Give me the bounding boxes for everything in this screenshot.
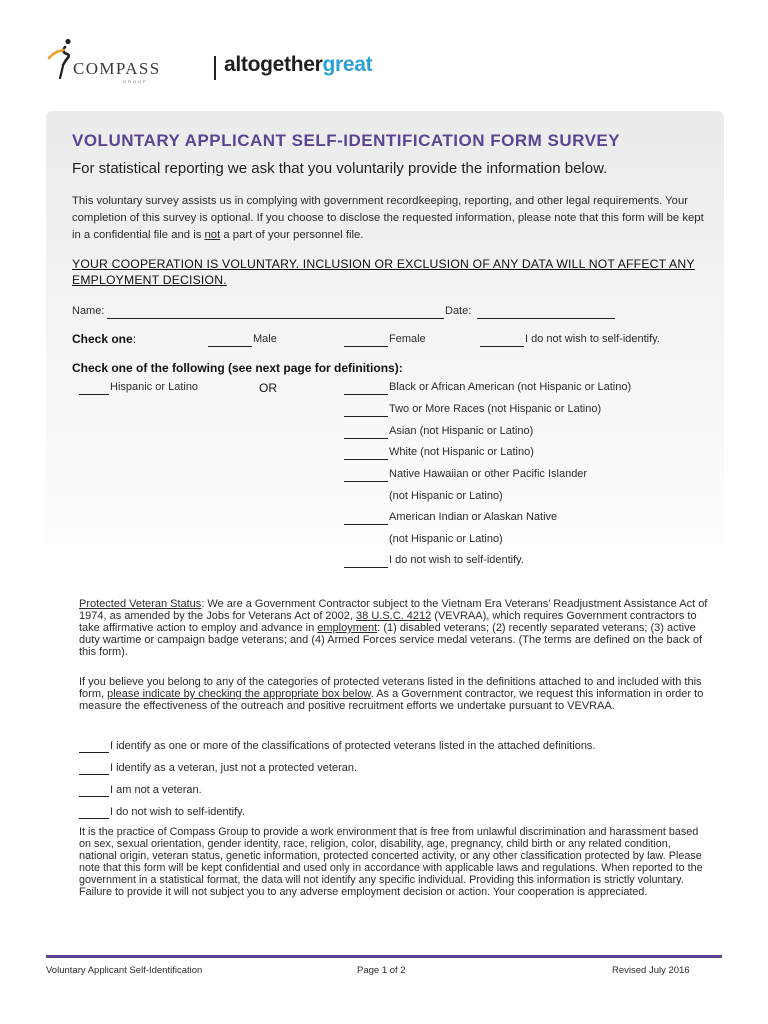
race-option-asian: Asian (not Hispanic or Latino): [389, 425, 534, 437]
check-one-text: Check one: [72, 332, 133, 346]
intro-text-b: a part of your personnel file.: [220, 229, 364, 241]
logo-brand-text: COMPASS: [73, 59, 161, 78]
veteran-blank-not-veteran[interactable]: [79, 796, 109, 797]
veteran-p2-a: If you believe you belong to any of the categories of protected veterans listed in the definitions attached to and included with this form,: [79, 676, 702, 700]
veteran-p2-b: . As a Government contractor, we request this information in order to measure the effectiveness of the outreach and positive recruitment efforts we undertake pursuant to VEVRAA.: [79, 688, 704, 712]
gender-option-decline: I do not wish to self-identify.: [525, 333, 660, 345]
race-option-two-or-more: Two or More Races (not Hispanic or Latino): [389, 403, 602, 415]
veteran-p1-a: : We are a Government Contractor subject to the Vietnam Era Veterans’ Readjustment Assistance Act of 1974, as amended by the Jobs for Veterans Act of 2002,: [79, 598, 708, 622]
intro-not: not: [204, 229, 221, 241]
veteran-paragraph-2: [79, 676, 709, 712]
logo-group-text: GROUP: [123, 79, 148, 84]
logo-tagline: [224, 53, 372, 77]
logo-divider: [214, 56, 216, 80]
gender-decline-blank[interactable]: [480, 346, 524, 347]
veteran-option-decline: I do not wish to self-identify.: [110, 806, 245, 818]
check-one-label: [72, 332, 136, 346]
veteran-p1-b: (VEVRAA), which requires Government contractors to take affirmative action to employ and advance in: [79, 610, 697, 634]
or-label: OR: [259, 381, 277, 395]
race-option-white: White (not Hispanic or Latino): [389, 446, 534, 458]
veteran-paragraph-1: [79, 598, 709, 658]
race-option-american-indian: American Indian or Alaskan Native: [389, 511, 558, 523]
compass-logo: [47, 38, 373, 88]
veteran-option-protected: I identify as one or more of the classifications of protected veterans listed in the attached definitions.: [110, 740, 596, 752]
race-blank-asian[interactable]: [344, 438, 388, 439]
race-option-hawaiian: Native Hawaiian or other Pacific Islander: [389, 468, 588, 480]
veteran-p1-c: : (1) disabled veterans; (2) recently separated veterans; (3) active duty wartime or campaign badge veterans; and (4) Armed Forces service medal veterans. (The terms are defined on the back of this form).: [79, 622, 703, 658]
veteran-option-not-protected: I identify as a veteran, just not a protected veteran.: [110, 762, 358, 774]
race-blank-american-indian[interactable]: [344, 524, 388, 525]
form-title: VOLUNTARY APPLICANT SELF-IDENTIFICATION FORM SURVEY: [72, 131, 621, 150]
male-blank[interactable]: [208, 346, 252, 347]
intro-text-a: This voluntary survey assists us in complying with government recordkeeping, reporting, and other legal requirements. Your completion of this survey is optional. If you choose to disclose the requested information, please note that this form will be kept in a confidential file and is: [72, 195, 704, 241]
footer-revision-date: Revised July 2016: [612, 965, 690, 976]
compass-figure-icon: [47, 38, 75, 84]
voluntary-notice: YOUR COOPERATION IS VOLUNTARY. INCLUSION OR EXCLUSION OF ANY DATA WILL NOT AFFECT ANY EMPLOYMENT DECISION.: [72, 257, 695, 287]
protected-veteran-status-label: Protected Veteran Status: [79, 598, 202, 610]
gender-option-male: Male: [253, 333, 277, 345]
date-label: Date:: [445, 305, 472, 317]
race-option-black: Black or African American (not Hispanic or Latino): [389, 381, 632, 393]
footer-page-number: Page 1 of 2: [357, 965, 406, 976]
gender-option-female: Female: [389, 333, 426, 345]
veteran-option-not-veteran: I am not a veteran.: [110, 784, 202, 796]
veteran-p2-instruction: please indicate by checking the appropriate box below: [107, 688, 371, 700]
race-blank-two-or-more[interactable]: [344, 416, 388, 417]
hispanic-blank[interactable]: [79, 394, 109, 395]
race-blank-white[interactable]: [344, 459, 388, 460]
footer-form-name: Voluntary Applicant Self-Identification: [46, 965, 203, 976]
tagline-part1: altogether: [224, 53, 323, 76]
veteran-blank-decline[interactable]: [79, 818, 109, 819]
race-option-decline: I do not wish to self-identify.: [389, 554, 524, 566]
veteran-blank-not-protected[interactable]: [79, 774, 109, 775]
employment-term: employment: [317, 622, 378, 634]
tagline-part2: great: [322, 53, 373, 76]
name-label: Name:: [72, 305, 105, 317]
check-one-colon: :: [132, 332, 137, 346]
eeo-policy-paragraph: It is the practice of Compass Group to provide a work environment that is free from unlawful discrimination and harassment based on sex, sexual orientation, gender identity, race, religion, color, disability, age, pregnancy, child birth or any related condition, national origin, veteran status, genetic information, protected concerted activity, or any other classification protected by law. Please note that this form will be kept confidential and used only in accordance with applicable laws and regulations. When reported to the government in a statistical format, the data will not identify any specific individual. Providing this information is strictly voluntary. Failure to provide it will not subject you to any adverse employment decision or action. Your cooperation is appreciated.: [79, 826, 703, 898]
race-option-hawaiian-note: (not Hispanic or Latino): [389, 490, 503, 502]
race-blank-decline[interactable]: [344, 567, 388, 568]
name-field[interactable]: [107, 318, 444, 319]
ethnicity-heading: Check one of the following (see next page for definitions):: [72, 361, 403, 375]
vevraa-citation: 38 U.S.C. 4212: [356, 610, 432, 622]
footer-rule: [46, 955, 722, 958]
intro-paragraph: [72, 193, 712, 244]
form-subtitle: For statistical reporting we ask that you voluntarily provide the information below.: [72, 160, 608, 177]
race-blank-hawaiian[interactable]: [344, 481, 388, 482]
date-field[interactable]: [477, 318, 615, 319]
race-blank-black[interactable]: [344, 394, 388, 395]
female-blank[interactable]: [344, 346, 388, 347]
hispanic-option: Hispanic or Latino: [110, 381, 199, 393]
race-option-american-indian-note: (not Hispanic or Latino): [389, 533, 503, 545]
veteran-blank-protected[interactable]: [79, 752, 109, 753]
